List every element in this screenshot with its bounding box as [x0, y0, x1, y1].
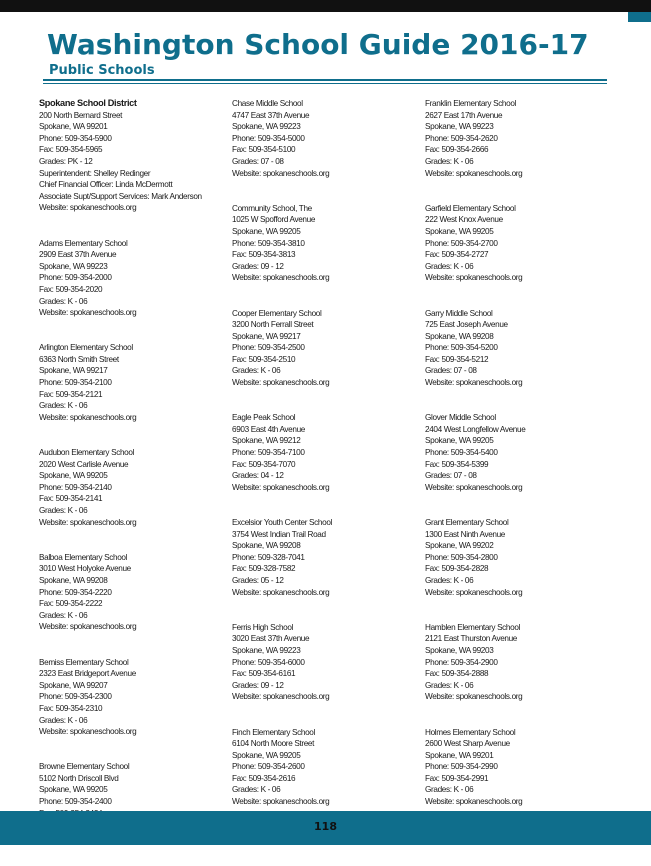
school-detail-line: Fax: 509-354-2510: [232, 354, 296, 364]
school-name: Browne Elementary School: [39, 762, 130, 772]
school-entry: [39, 447, 229, 528]
school-entry: [39, 552, 229, 633]
school-name: Arlington Elementary School: [39, 343, 133, 353]
school-detail-line: Grades: 05 - 12: [232, 575, 284, 585]
school-detail-line: 2404 West Longfellow Avenue: [425, 424, 526, 434]
school-detail-line: Spokane, WA 99217: [232, 331, 301, 341]
school-detail-line: 6363 North Smith Street: [39, 354, 119, 364]
school-detail-line: Phone: 509-354-5400: [425, 448, 498, 458]
school-detail-line: Grades: 07 - 08: [425, 471, 477, 481]
school-name: Bemiss Elementary School: [39, 657, 129, 667]
school-detail-line: Website: spokaneschools.org: [232, 168, 330, 178]
school-detail-line: Spokane, WA 99203: [425, 645, 494, 655]
school-detail-line: Spokane, WA 99202: [425, 541, 494, 551]
school-detail-line: Chief Financial Officer: Linda McDermott: [39, 180, 173, 190]
school-detail-line: Spokane, WA 99205: [232, 750, 301, 760]
school-detail-line: Website: spokaneschools.org: [39, 308, 137, 318]
school-detail-line: 2600 West Sharp Avenue: [425, 739, 510, 749]
school-detail-line: Website: spokaneschools.org: [425, 273, 523, 283]
school-detail-line: 2627 East 17th Avenue: [425, 110, 503, 120]
school-detail-line: 3200 North Ferrall Street: [232, 320, 314, 330]
school-detail-line: Website: spokaneschools.org: [232, 482, 330, 492]
school-detail-line: Phone: 509-354-2800: [425, 552, 498, 562]
school-name: Audubon Elementary School: [39, 448, 135, 458]
school-detail-line: Fax: 509-354-5399: [425, 459, 489, 469]
school-detail-line: Grades: 04 - 12: [232, 471, 284, 481]
school-detail-line: Phone: 509-354-2000: [39, 273, 112, 283]
school-detail-line: Spokane, WA 99205: [39, 785, 108, 795]
page-number: 118: [314, 820, 337, 833]
section-subtitle: Public Schools: [49, 63, 155, 78]
page-title: Washington School Guide 2016-17: [47, 28, 589, 61]
school-detail-line: Grades: 09 - 12: [232, 680, 284, 690]
school-detail-line: Grades: K - 06: [425, 575, 474, 585]
school-detail-line: Phone: 509-354-2140: [39, 482, 112, 492]
school-name: Chase Middle School: [232, 99, 303, 108]
school-entry: [232, 412, 422, 493]
top-bar: [0, 0, 651, 12]
school-name: Glover Middle School: [425, 413, 496, 423]
school-detail-line: Fax: 509-328-7582: [232, 564, 296, 574]
school-detail-line: Grades: K - 06: [232, 366, 281, 376]
school-detail-line: Fax: 509-354-2222: [39, 599, 103, 609]
school-detail-line: Phone: 509-354-2100: [39, 378, 112, 388]
school-detail-line: Fax: 509-354-7070: [232, 459, 296, 469]
school-detail-line: Spokane, WA 99208: [425, 331, 494, 341]
school-detail-line: Fax: 509-354-2888: [425, 669, 489, 679]
school-detail-line: Grades: K - 06: [425, 785, 474, 795]
school-detail-line: Website: spokaneschools.org: [232, 273, 330, 283]
school-detail-line: Phone: 509-354-2990: [425, 762, 498, 772]
school-detail-line: Phone: 509-354-2500: [232, 343, 305, 353]
school-entry: [232, 203, 422, 284]
school-detail-line: Phone: 509-354-2400: [39, 797, 112, 807]
district-entry: [39, 98, 229, 214]
school-detail-line: Fax: 509-354-2727: [425, 250, 489, 260]
school-detail-line: 3010 West Holyoke Avenue: [39, 564, 131, 574]
school-entry: [39, 238, 229, 319]
school-detail-line: Fax: 509-354-6161: [232, 669, 296, 679]
school-detail-line: Website: spokaneschools.org: [232, 692, 330, 702]
school-detail-line: Website: spokaneschools.org: [425, 482, 523, 492]
school-detail-line: 2020 West Carlisle Avenue: [39, 459, 129, 469]
school-name: Franklin Elementary School: [425, 99, 517, 108]
school-detail-line: Fax: 509-354-3813: [232, 250, 296, 260]
school-detail-line: Website: spokaneschools.org: [425, 692, 523, 702]
header-rule-thin: [43, 83, 607, 84]
school-detail-line: Spokane, WA 99205: [39, 471, 108, 481]
column-2: [232, 98, 422, 831]
school-detail-line: Website: spokaneschools.org: [425, 797, 523, 807]
school-detail-line: Grades: K - 06: [39, 715, 88, 725]
school-detail-line: Fax: 509-354-2991: [425, 773, 489, 783]
school-detail-line: Fax: 509-354-5100: [232, 145, 296, 155]
school-detail-line: Phone: 509-354-2620: [425, 133, 498, 143]
school-detail-line: Fax: 509-354-2121: [39, 389, 103, 399]
school-name: Excelsior Youth Center School: [232, 518, 332, 527]
school-detail-line: 3754 West Indian Trail Road: [232, 529, 326, 539]
column-3: [425, 98, 615, 831]
school-detail-line: Phone: 509-354-2700: [425, 238, 498, 248]
school-entry: [232, 727, 422, 808]
school-detail-line: 6104 North Moore Street: [232, 739, 315, 749]
school-entry: [232, 517, 422, 598]
school-entry: [232, 308, 422, 389]
school-name: Community School, The: [232, 203, 312, 213]
school-detail-line: Fax: 509-354-2666: [425, 145, 489, 155]
school-detail-line: 1025 W Spofford Avenue: [232, 215, 316, 225]
school-detail-line: Fax: 509-354-2310: [39, 703, 103, 713]
school-detail-line: Phone: 509-354-3810: [232, 238, 305, 248]
school-detail-line: Grades: K - 06: [232, 785, 281, 795]
school-detail-line: Spokane, WA 99217: [39, 366, 108, 376]
school-detail-line: Grades: K - 06: [39, 296, 88, 306]
school-entry: [425, 622, 615, 703]
school-detail-line: Fax: 509-354-2828: [425, 564, 489, 574]
school-detail-line: Website: spokaneschools.org: [232, 587, 330, 597]
school-detail-line: Grades: K - 06: [39, 506, 88, 515]
school-detail-line: Grades: K - 06: [425, 261, 474, 271]
school-detail-line: Spokane, WA 99207: [39, 680, 108, 690]
school-detail-line: Fax: 509-354-5212: [425, 354, 489, 364]
school-detail-line: Phone: 509-328-7041: [232, 552, 305, 562]
school-entry: [39, 657, 229, 738]
school-detail-line: Spokane, WA 99223: [39, 261, 108, 271]
school-detail-line: Fax: 509-354-2141: [39, 494, 103, 504]
school-detail-line: Grades: K - 06: [425, 156, 474, 166]
school-detail-line: Website: spokaneschools.org: [425, 378, 523, 388]
school-detail-line: Spokane, WA 99201: [39, 122, 108, 132]
school-name: Cooper Elementary School: [232, 308, 322, 318]
school-detail-line: Spokane, WA 99205: [425, 226, 494, 236]
school-detail-line: Website: spokaneschools.org: [425, 587, 523, 597]
top-accent-tab: [628, 12, 651, 22]
school-detail-line: Website: spokaneschools.org: [39, 203, 137, 213]
school-entry: [232, 622, 422, 703]
school-detail-line: Spokane, WA 99208: [232, 541, 301, 551]
school-detail-line: Phone: 509-354-2600: [232, 762, 305, 772]
school-entry: [39, 342, 229, 423]
school-detail-line: Spokane, WA 99212: [232, 436, 301, 446]
school-detail-line: Website: spokaneschools.org: [232, 797, 330, 807]
school-detail-line: Phone: 509-354-2220: [39, 587, 112, 597]
school-detail-line: Associate Supt/Support Services: Mark Anderson: [39, 191, 202, 201]
school-detail-line: Phone: 509-354-5000: [232, 133, 305, 143]
school-detail-line: Phone: 509-354-2900: [425, 657, 498, 667]
header-rule-thick: [43, 79, 607, 81]
school-detail-line: Website: spokaneschools.org: [232, 378, 330, 388]
school-detail-line: Fax: 509-354-5965: [39, 145, 103, 155]
school-detail-line: Superintendent: Shelley Redinger: [39, 168, 151, 178]
school-name: Balboa Elementary School: [39, 552, 128, 562]
school-detail-line: Grades: K - 06: [39, 401, 88, 411]
school-entry: [425, 412, 615, 493]
school-detail-line: Fax: 509-354-2616: [232, 773, 296, 783]
school-detail-line: Grades: 09 - 12: [232, 261, 284, 271]
school-detail-line: Website: spokaneschools.org: [39, 517, 137, 527]
school-detail-line: Grades: PK - 12: [39, 156, 93, 166]
school-name: Garry Middle School: [425, 308, 493, 318]
school-detail-line: Website: spokaneschools.org: [39, 412, 137, 422]
school-detail-line: Phone: 509-354-6000: [232, 657, 305, 667]
school-name: Garfield Elementary School: [425, 203, 516, 213]
school-detail-line: Website: spokaneschools.org: [425, 168, 523, 178]
district-name: Spokane School District: [39, 98, 137, 108]
school-detail-line: Grades: K - 06: [39, 610, 88, 620]
school-detail-line: Spokane, WA 99208: [39, 575, 108, 585]
school-name: Finch Elementary School: [232, 727, 315, 737]
school-detail-line: 1300 East Ninth Avenue: [425, 529, 506, 539]
school-detail-line: 3020 East 37th Avenue: [232, 634, 310, 644]
school-detail-line: 5102 North Driscoll Blvd: [39, 773, 119, 783]
school-detail-line: Website: spokaneschools.org: [39, 727, 137, 737]
school-detail-line: 2323 East Bridgeport Avenue: [39, 669, 136, 679]
school-detail-line: Phone: 509-354-7100: [232, 448, 305, 458]
school-name: Hamblen Elementary School: [425, 622, 521, 632]
school-detail-line: Fax: 509-354-2020: [39, 284, 103, 294]
school-detail-line: Spokane, WA 99201: [425, 750, 494, 760]
school-entry: [425, 98, 615, 179]
school-detail-line: Spokane, WA 99223: [232, 122, 301, 132]
column-1: [39, 98, 229, 866]
school-detail-line: Grades: 07 - 08: [232, 156, 284, 166]
school-detail-line: Phone: 509-354-5200: [425, 343, 498, 353]
school-detail-line: Phone: 509-354-5900: [39, 133, 112, 143]
school-name: Adams Elementary School: [39, 238, 128, 248]
school-detail-line: Spokane, WA 99223: [425, 122, 494, 132]
school-detail-line: Phone: 509-354-2300: [39, 692, 112, 702]
school-entry: [232, 98, 422, 179]
school-detail-line: Spokane, WA 99223: [232, 645, 301, 655]
school-detail-line: 6903 East 4th Avenue: [232, 424, 305, 434]
school-entry: [425, 517, 615, 598]
school-name: Eagle Peak School: [232, 413, 296, 423]
school-entry: [425, 308, 615, 389]
school-detail-line: 200 North Bernard Street: [39, 110, 123, 120]
school-detail-line: 2909 East 37th Avenue: [39, 250, 117, 260]
school-entry: [425, 727, 615, 808]
school-name: Ferris High School: [232, 622, 294, 632]
school-name: Grant Elementary School: [425, 518, 509, 527]
school-detail-line: 222 West Knox Avenue: [425, 215, 503, 225]
school-detail-line: Spokane, WA 99205: [232, 226, 301, 236]
school-detail-line: 2121 East Thurston Avenue: [425, 634, 518, 644]
school-detail-line: Grades: K - 06: [425, 680, 474, 690]
school-detail-line: Grades: 07 - 08: [425, 366, 477, 376]
school-name: Holmes Elementary School: [425, 727, 516, 737]
school-detail-line: Website: spokaneschools.org: [39, 622, 137, 632]
school-detail-line: 4747 East 37th Avenue: [232, 110, 310, 120]
school-detail-line: Spokane, WA 99205: [425, 436, 494, 446]
school-detail-line: 725 East Joseph Avenue: [425, 320, 508, 330]
school-entry: [425, 203, 615, 284]
